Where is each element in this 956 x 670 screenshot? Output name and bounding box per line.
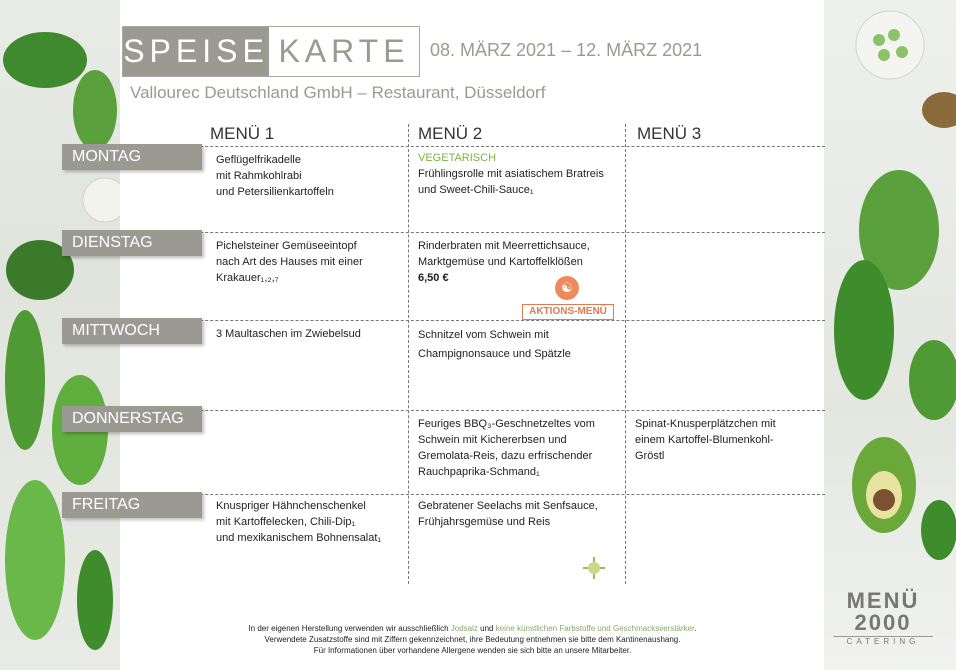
right-vegetable-image: [824, 0, 956, 670]
dish-line: Schwein mit Kichererbsen und: [418, 434, 567, 446]
dish-line: und Petersilienkartoffeln: [216, 186, 334, 198]
dish-montag-menu2: [418, 150, 604, 198]
dish-dienstag-menu1: [216, 238, 363, 286]
dish-line: Marktgemüse und Kartoffelklößen: [418, 256, 583, 268]
dish-line: mit Kartoffelecken, Chili-Dip₁: [216, 516, 356, 528]
footer-line-3: Für Informationen über vorhandene Allergene wenden sie sich bitte an unsere Mitarbeiter.: [313, 646, 632, 655]
column-divider: [408, 124, 409, 584]
column-header-menu1: MENÜ 1: [210, 124, 275, 143]
aktions-menu-label: AKTIONS-MENÜ: [522, 304, 614, 320]
dish-line: Gebratener Seelachs mit Senfsauce,: [418, 500, 598, 512]
restaurant-subtitle: Vallourec Deutschland GmbH – Restaurant, Düsseldorf: [130, 83, 546, 102]
price-label: 6,50 €: [418, 272, 449, 284]
dish-line: Frühjahrsgemüse und Reis: [418, 516, 551, 528]
row-divider: [120, 410, 825, 411]
column-header-menu2: MENÜ 2: [418, 124, 483, 143]
dish-line: Gröstl: [635, 450, 665, 462]
day-label-mittwoch: MITTWOCH: [62, 318, 202, 344]
dish-line: mit Rahmkohlrabi: [216, 170, 302, 182]
row-divider: [120, 320, 825, 321]
footer-text: In der eigenen Herstellung verwenden wir ausschließlich: [248, 624, 449, 633]
day-label-dienstag: DIENSTAG: [62, 230, 202, 256]
dish-montag-menu1: [216, 152, 334, 200]
menu2000-logo: [833, 590, 933, 646]
dish-freitag-menu2: [418, 498, 598, 530]
day-label-montag: MONTAG: [62, 144, 202, 170]
dish-line: Rinderbraten mit Meerrettichsauce,: [418, 240, 590, 252]
dish-line: Feuriges BBQ₃-Geschnetzeltes vom: [418, 418, 595, 430]
dish-donnerstag-menu3: [635, 416, 776, 464]
dish-line: Spinat-Knusperplätzchen mit: [635, 418, 776, 430]
dish-line: Krakauer₁,₂,₇: [216, 272, 279, 284]
footer-text: und: [480, 624, 494, 633]
dish-mittwoch-menu1: [216, 326, 361, 342]
footer-text: .: [694, 624, 697, 633]
dish-line: Gremolata-Reis, dazu erfrischender: [418, 450, 593, 462]
vegetarian-label: VEGETARISCH: [418, 152, 497, 164]
dish-line: Rauchpaprika-Schmand₁: [418, 466, 540, 478]
title-karte: KARTE: [278, 33, 410, 69]
row-divider: [120, 232, 825, 233]
dish-line: und Sweet-Chili-Sauce₁: [418, 184, 534, 196]
dish-mittwoch-menu2: [418, 326, 571, 364]
footer-line-2: Verwendete Zusatzstoffe sind mit Ziffern gekennzeichnet, ihre Bedeutung entnehmen sie bitte dem Kantinenaushang.: [264, 635, 681, 644]
date-range: 08. MÄRZ 2021 – 12. MÄRZ 2021: [430, 40, 703, 60]
vegetable-decoration-right: [824, 0, 956, 670]
footer-highlight: keine künstlichen Farbstoffe und Geschmacksverstärker: [495, 624, 695, 633]
footer-line-1: [120, 624, 825, 633]
column-header-menu3: MENÜ 3: [637, 124, 702, 143]
dish-line: nach Art des Hauses mit einer: [216, 256, 363, 268]
sun-icon: [582, 556, 606, 580]
dish-line: Geflügelfrikadelle: [216, 154, 301, 166]
cutlery-icon: ☯: [555, 276, 579, 300]
dish-line: Champignonsauce und Spätzle: [418, 348, 571, 360]
logo-sub-text: CATERING: [833, 636, 933, 646]
dish-freitag-menu1: [216, 498, 381, 546]
column-divider: [625, 124, 626, 584]
aktions-menu-badge: [522, 276, 614, 322]
dish-line: Frühlingsrolle mit asiatischem Bratreis: [418, 168, 604, 180]
day-label-donnerstag: DONNERSTAG: [62, 406, 202, 432]
dish-line: Schnitzel vom Schwein mit: [418, 329, 549, 341]
dish-line: 3 Maultaschen im Zwiebelsud: [216, 328, 361, 340]
menu-title: [122, 26, 420, 77]
dish-line: Pichelsteiner Gemüseeintopf: [216, 240, 357, 252]
row-divider: [120, 146, 825, 147]
title-speise: SPEISE: [123, 27, 269, 76]
day-label-freitag: FREITAG: [62, 492, 202, 518]
dish-line: und mexikanischem Bohnensalat₁: [216, 532, 382, 544]
dish-line: Knuspriger Hähnchenschenkel: [216, 500, 366, 512]
dish-donnerstag-menu2: [418, 416, 595, 480]
footer-highlight: Jodsalz: [450, 624, 478, 633]
logo-main-text: MENÜ 2000: [846, 588, 920, 635]
dish-line: einem Kartoffel-Blumenkohl-: [635, 434, 774, 446]
row-divider: [120, 494, 825, 495]
